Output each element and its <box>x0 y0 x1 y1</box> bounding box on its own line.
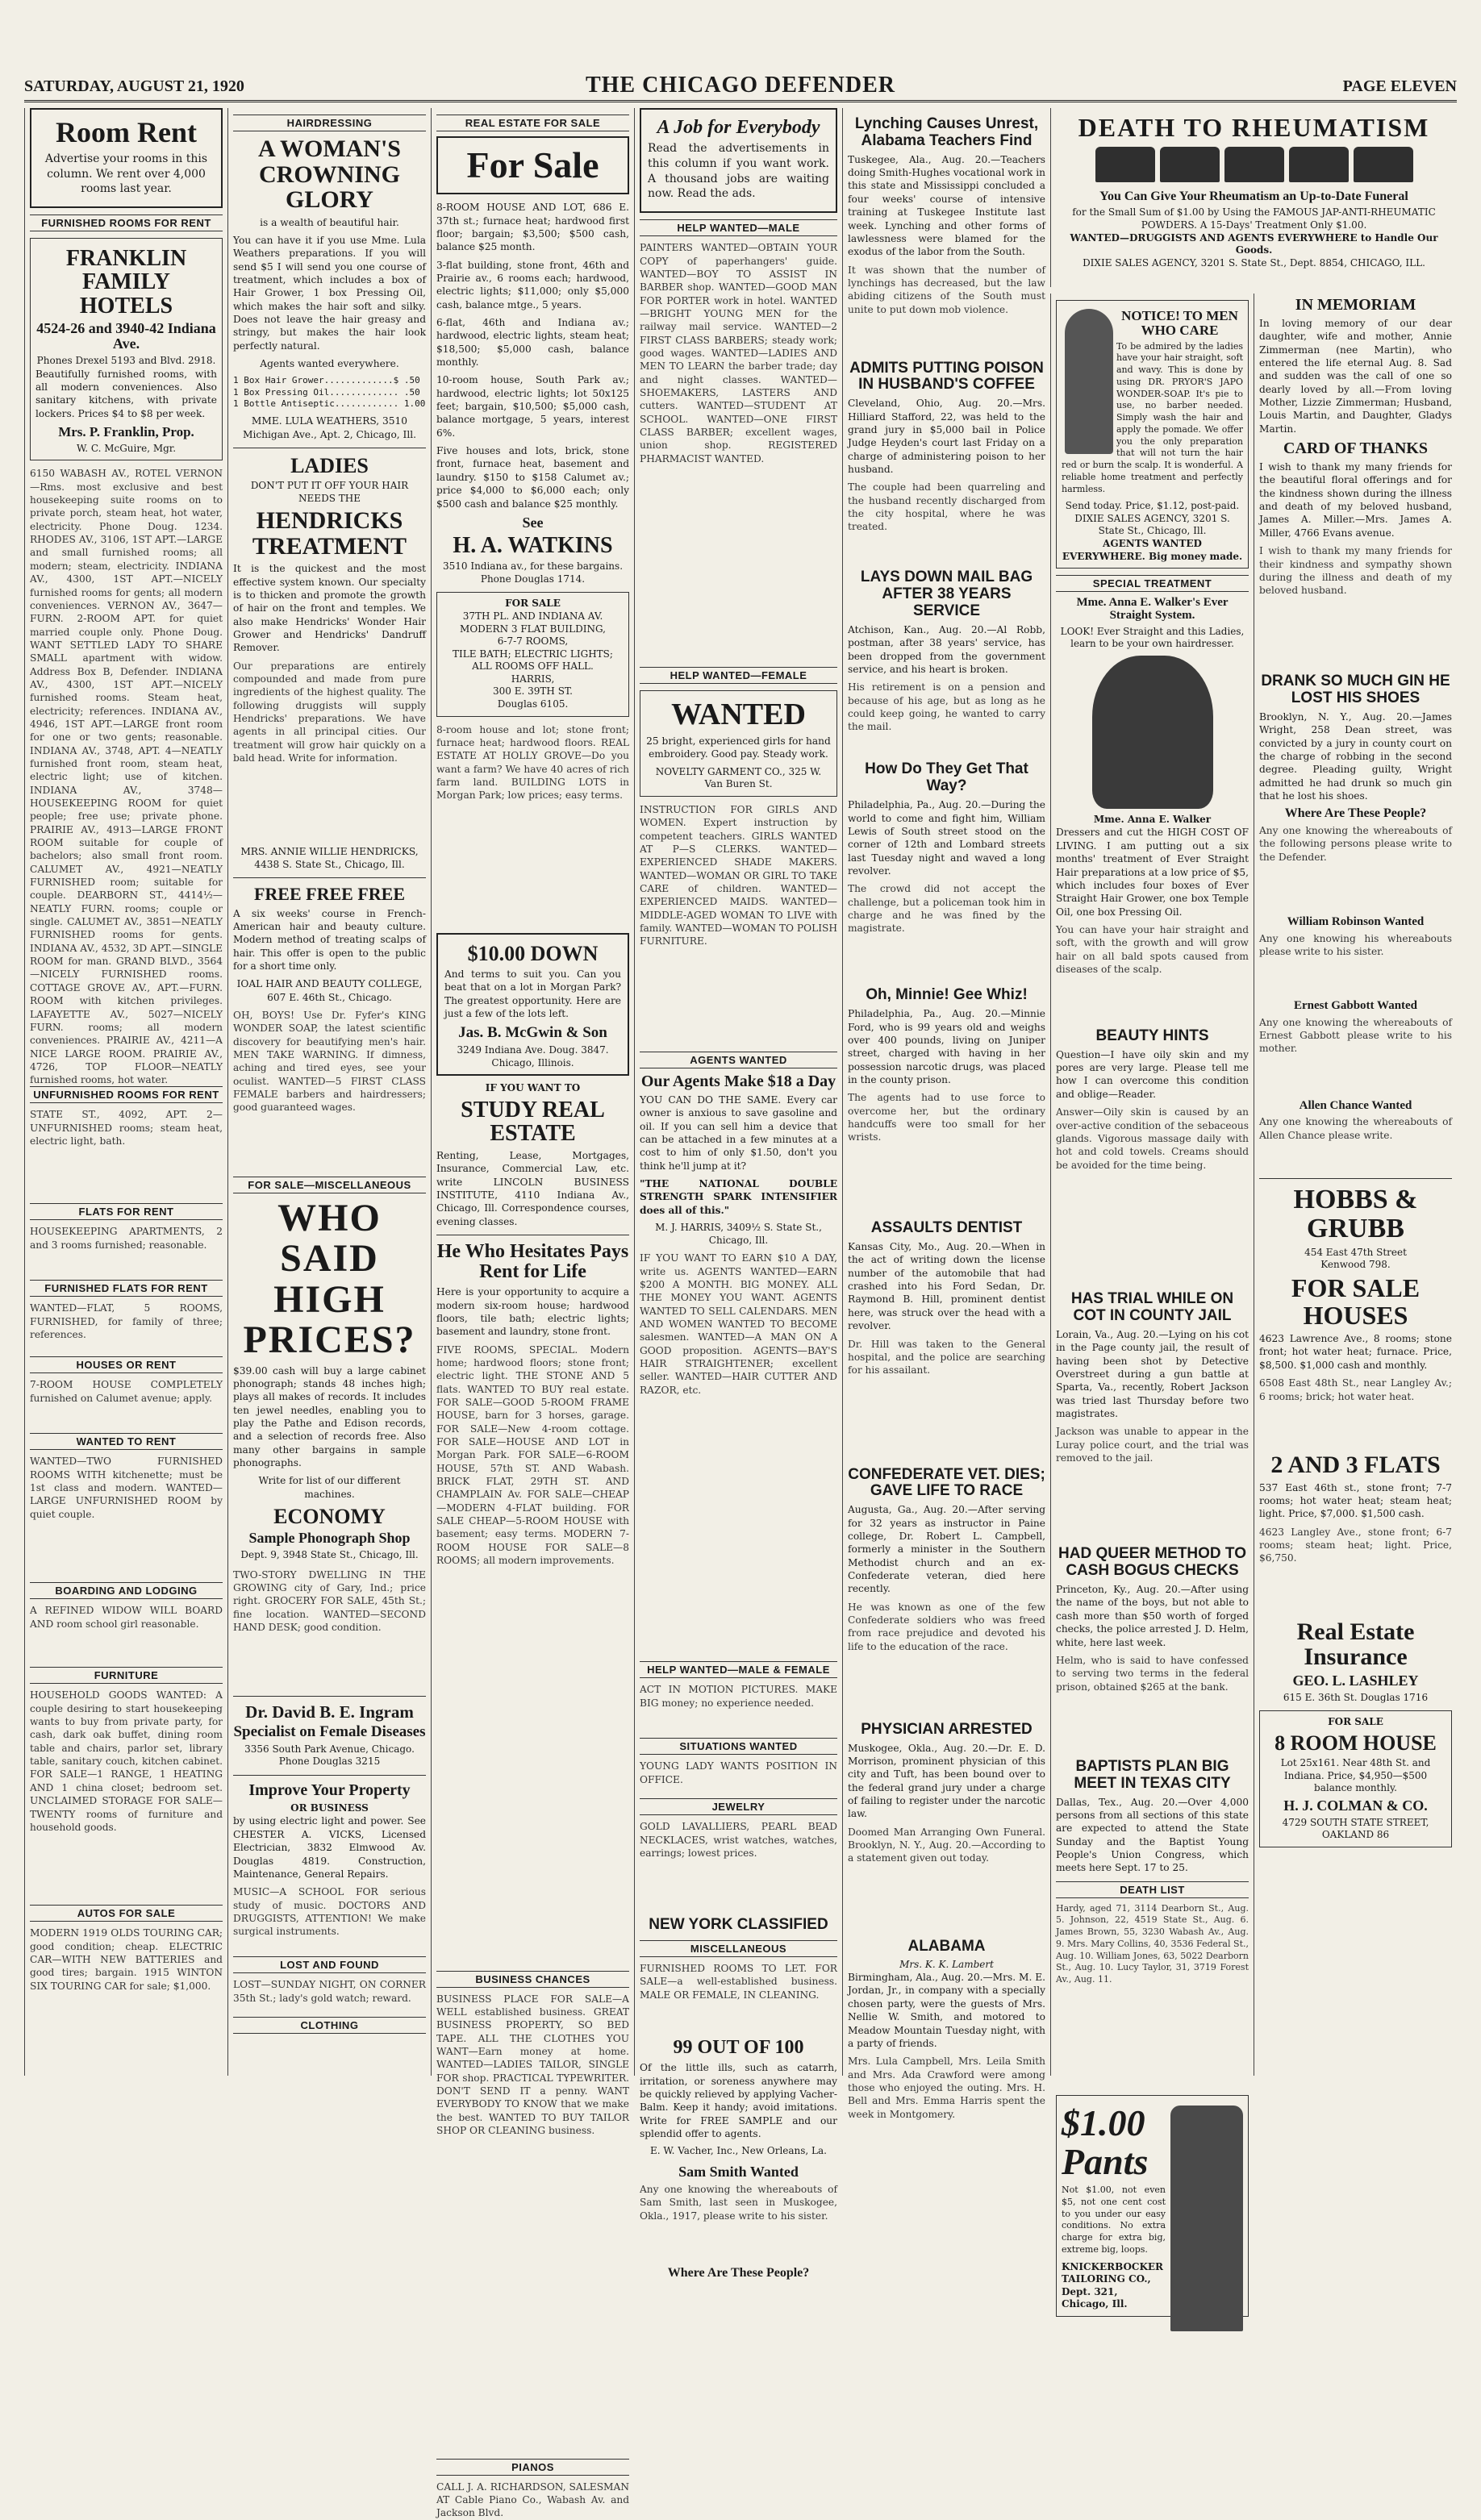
business-listings: BUSINESS PLACE FOR SALE—A WELL established business. GREAT BUSINESS PROPERTY, SO BED TAPE. ALL THE CLOTHES YOU WANT—Earn money at home. WANTED—LADIES TAILOR, SINGLE FOR shop. PRACTICAL TYPEWRITER. DON'T SEND IT a penny. WANT EVERYBODY TO KNOW that we make the best. WANTED TO BUY TAILOR SHOP OR CLEANING business. <box>436 1993 629 2137</box>
lashley-addr: 615 E. 36th St. Douglas 1716 <box>1283 1691 1429 1703</box>
out99-sign: E. W. Vacher, Inc., New Orleans, La. <box>649 2145 827 2157</box>
alabama-text: Birmingham, Ala., Aug. 20.—Mrs. M. E. Jordan, Jr., in company with a specially chosen party, were the guests of Mrs. Nellie W. Smith, and motored to Meadow Mountain Tuesday night, with a party of friends. <box>848 1972 1045 2049</box>
ingram-addr: 3356 South Park Avenue, Chicago. Phone Douglas 3215 <box>244 1743 415 1768</box>
hearse-icon <box>1354 147 1413 182</box>
boarding-listings: A REFINED WIDOW WILL BOARD AND room school girl reasonable. <box>30 1605 223 1630</box>
hobbs-name: HOBBS & GRUBB <box>1293 1185 1418 1244</box>
death-list-heading: DEATH LIST <box>1056 1881 1249 1898</box>
gabbott-heading: Ernest Gabbott Wanted <box>1293 998 1418 1012</box>
sam-title: Sam Smith Wanted <box>678 2163 799 2180</box>
fs-text-1: 8-ROOM HOUSE AND LOT, 686 E. 37th st.; furnace heat; hardwood first floor; bargain; $3,500; $500 cash, balance $25 month. <box>436 202 629 253</box>
furniture-heading: FURNITURE <box>30 1667 223 1684</box>
hendricks-signed: MRS. ANNIE WILLIE HENDRICKS, 4438 S. State St., Chicago, Ill. <box>240 845 419 871</box>
situations-listings: YOUNG LADY WANTS POSITION IN OFFICE. <box>640 1760 837 1785</box>
unfurnished-listings: STATE ST., 4092, APT. 2—UNFURNISHED rooms; steam heat, electric light, bath. <box>30 1109 223 1148</box>
jewelry-listings: GOLD LAVALLIERS, PEARL BEAD NECKLACES, wrist watches, watches, earrings; lowest prices. <box>640 1821 837 1859</box>
furnished-flats-heading: FURNISHED FLATS FOR RENT <box>30 1280 223 1297</box>
job-box <box>640 108 837 213</box>
how-text: Philadelphia, Pa., Aug. 20.—During the world to come and fight him, William Lewis of South street stood on the corner of 12th and Lombard streets last Tuesday night and waved a long revolver. <box>848 799 1045 877</box>
colman-name: H. J. COLMAN & CO. <box>1283 1797 1428 1814</box>
flats-heading: FLATS FOR RENT <box>30 1203 223 1220</box>
harris-ad <box>436 592 629 716</box>
classified-listings: 6150 WABASH AV., ROTEL VERNON—Rms. most exclusive and best housekeeping suite rooms on to private porch, steam heat, hot water, electricity. Phone Doug. 1234. RHODES AV., 3106, 1ST APT.—LARGE and small furnished rooms; all modern; steam, electricity. INDIANA AV., 4300, 1ST APT.—NICELY furnished rooms for gents; all modern conveniences. VERNON AV., 3647—FURN. 2-ROOM APT. for quiet married couple only. Phone Doug. WANT SETTLED LADY TO SHARE SMALL apartment with widow. Address Box B, Defender. INDIANA AV., 4300, 1ST APT.—NICELY furnished rooms. Steam heat, electricity; references. INDIANA AV., 4946, 1ST APT.—LARGE front room for one or two gents; reasonable. INDIANA AV., 3748, APT. 4—NEATLY furnished front room, steam heat, electric light; use of kitchen. INDIANA AV., 3748—HOUSEKEEPING ROOM for quiet people; free use; private phone. PRAIRIE AV., 4913—LARGE FRONT ROOM suitable for couple of bachelors; also small front room. CALUMET AV., 4921—NEATLY FURNISHED room; suitable for couple. DEARBORN ST., 4414½—NEATLY FURN. rooms; couple or single. CALUMET AV., 3851—NEATLY FURNISHED rooms for gents. INDIANA AV., 4532, 3D APT.—SINGLE ROOM for man. GRAND BLVD., 3564—NICELY FURNISHED rooms. COTTAGE GROVE AV., APT.—FURN. ROOM with kitchen privileges. LAFAYETTE AV., 5027—NICELY FURN. rooms; all modern conveniences. PRAIRIE AV., 4211—A NICE LARGE ROOM. PRAIRIE AV., 4726, TOP FLOOR—NEATLY furnished rooms, hot water. <box>30 468 223 1086</box>
who-text: $39.00 cash will buy a large cabinet phonograph; stands 48 inches high; plays all makes of records. It includes ten jewel needles, enabling you to play the Pathe and Edison records, and a selection of records free. Also many other bargains in sample phonographs. <box>233 1364 426 1468</box>
column-rooms <box>24 108 227 2076</box>
hearse-icon <box>1289 147 1349 182</box>
ny-listings: FURNISHED ROOMS TO LET. FOR SALE—a well-established business. MALE OR FEMALE, IN CLEANING. <box>640 1963 837 2001</box>
fs2-line-8: Douglas 6105. <box>497 698 569 710</box>
lashley-name: GEO. L. LASHLEY <box>1292 1672 1419 1689</box>
rheumatism-title: DEATH TO RHEUMATISM <box>1078 113 1430 142</box>
assaults-headline: ASSAULTS DENTIST <box>870 1219 1023 1237</box>
pants-text: Not $1.00, not even $5, not one cent cost to you under our easy conditions. No extra charge for extra big, extreme big, loops. <box>1062 2185 1166 2255</box>
study-text: Renting, Lease, Mortgages, Insurance, Commercial Law, etc. write LINCOLN BUSINESS INSTITUTE, 4110 Indiana Av., Chicago, Ill. Correspondence courses, evening classes. <box>436 1149 629 1227</box>
who-write: Write for list of our different machines. <box>258 1475 401 1500</box>
novelty-ad <box>640 690 837 797</box>
column-features <box>1050 294 1254 2310</box>
crowning-glory-sub: is a wealth of beautiful hair. <box>260 216 399 228</box>
where-title: Where Are These People? <box>667 2265 810 2280</box>
furniture-listings: HOUSEHOLD GOODS WANTED: A couple desiring to start housekeeping wants to buy from private party, for cash, dark oak buffet, dining room table and chairs, parlor set, library table, sanitary couch, kitchen cabinet. FOR SALE—1 RANGE, 1 HEATING AND 1 china closet; bedroom set. UNCLAIMED STORAGE FOR SALE—TWENTY rooms of furniture and household goods. <box>30 1689 223 1833</box>
agents-title: Our Agents Make $18 a Day <box>640 1072 836 1090</box>
physician-more: Doomed Man Arranging Own Funeral. Brooklyn, N. Y., Aug. 20.—According to a statement given out today. <box>848 1826 1045 1864</box>
assaults-text: Kansas City, Mo., Aug. 20.—When in the act of writing down the license number of the automobile that had crashed into his Ford Sedan, Dr. Raymond B. Hill, prominent dentist here, was struck over the head with a revolver. <box>848 1241 1045 1332</box>
fs2-line-7: 300 E. 39TH ST. <box>493 685 573 698</box>
column-help-wanted <box>634 108 842 2280</box>
column-hairdressing <box>227 108 431 2076</box>
study-title: STUDY REAL ESTATE <box>461 1098 605 1147</box>
hearse-icon <box>1095 147 1155 182</box>
job-title: A Job for Everybody <box>657 117 820 138</box>
franklin-ad <box>30 238 223 460</box>
agents-text: YOU CAN DO THE SAME. Every car owner is anxious to save gasoline and oil. If you can sell him a device that can be attached in a few minutes at a cost to him of only $1.50, don't you think he'll jump at it? <box>640 1093 837 1172</box>
if-want-label: IF YOU WANT TO <box>485 1082 581 1094</box>
ten-down-text: And terms to suit you. Can you beat that on a lot in Morgan Park? The greatest opportunity. Here are just a few of the lots left. <box>444 968 621 1019</box>
wanted-text: 25 bright, experienced girls for hand embroidery. Good pay. Steady work. <box>646 735 831 760</box>
hairdressing-heading: HAIRDRESSING <box>233 115 426 131</box>
baptists-headline: BAPTISTS PLAN BIG MEET IN TEXAS CITY <box>1074 1757 1231 1792</box>
fs2-line-6: HARRIS, <box>511 673 555 685</box>
jewelry-heading: JEWELRY <box>640 1798 837 1815</box>
furnished-rooms-heading: FURNISHED ROOMS FOR RENT <box>30 215 223 231</box>
real-estate-heading: REAL ESTATE FOR SALE <box>436 115 629 131</box>
walker-sub: LOOK! Ever Straight and this Ladies, learn to be your own hairdresser. <box>1060 625 1245 650</box>
walker-more: You can have your hair straight and soft, with the growth and will grow hair on all bald spots caused from diseases of the scalp. <box>1056 923 1249 975</box>
how-more: The crowd did not accept the challenge, but a policeman took him in charge and he was fined by the magistrate. <box>848 883 1045 935</box>
for-sale-title: For Sale <box>466 144 599 185</box>
walker-portrait-icon <box>1092 656 1213 809</box>
improve-title: Improve Your Property <box>248 1781 411 1799</box>
eight-text: Lot 25x161. Near 48th St. and Indiana. Price, $4,950—$500 balance monthly. <box>1280 1757 1431 1794</box>
man-illustration-icon <box>1065 309 1113 454</box>
notice-title: NOTICE! TO MEN WHO CARE <box>1121 308 1238 338</box>
mailbag-text: Atchison, Kan., Aug. 20.—Al Robb, postman, after 38 years' service, has been dropped from the government service, and his heart is broken. <box>848 624 1045 676</box>
free-text: A six weeks' course in French-American hair and beauty culture. Modern method of treating scalps of hair. This offer is open to the public for a short time only. <box>233 907 426 972</box>
help-male-listings: PAINTERS WANTED—OBTAIN YOUR COPY of paperhangers' guide. WANTED—BOY TO ASSIST IN BARBER shop. WANTED—GOOD MAN FOR PORTER work in hotel. WANTED—BRIGHT YOUNG MEN for the railway mail service. WANTED—2 FIRST CLASS BARBERS; steady work; good wages. WANTED—LADIES AND MEN TO LEARN the barber trade; day and night classes. WANTED—SHOEMAKERS, LASTERS AND cutters. WANTED—STUDENT AT SCHOOL. WANTED—ONE FIRST CLASS BARBER; excellent wages, union shop. REGISTERED PHARMACIST WANTED. <box>640 242 837 464</box>
hendricks-body: Our preparations are entirely compounded and made from pure ingredients of the highest quality. The following druggists will supply Hendricks' preparations. We have agents in all principal cities. Our treatment will grow hair quickly on a bald head. Write for information. <box>233 660 426 764</box>
agents-device: "THE NATIONAL DOUBLE STRENGTH SPARK INTENSIFIER does all of this." <box>640 1178 837 1216</box>
beauty-more: Answer—Oily skin is caused by an over-active condition of the sebaceous glands. Vigorous massage daily with hot and cold towels. Creams should be avoided for the time being. <box>1056 1106 1249 1171</box>
lost-listings: LOST—SUNDAY NIGHT, ON CORNER 35th St.; lady's gold watch; reward. <box>233 1979 426 2004</box>
price-2: 1 Box Pressing Oil............. .50 <box>233 386 420 398</box>
thanks-text: I wish to thank my many friends for the beautiful floral offerings and for the kindness shown during the illness and death of my beloved husband, James A. Miller.—Mrs. James A. Miller, 4766 Evans avenue. <box>1259 461 1452 539</box>
help-mf-listings: ACT IN MOTION PICTURES. MAKE BIG money; no experience needed. <box>640 1684 837 1709</box>
room-rent-title: Room Rent <box>56 116 197 148</box>
where-text: Any one knowing the whereabouts of the following persons please write to the Defender. <box>1259 825 1452 863</box>
hearse-illustration <box>1058 145 1450 187</box>
economy-addr: Dept. 9, 3948 State St., Chicago, Ill. <box>240 1549 419 1561</box>
fs2-line-4: TILE BATH; ELECTRIC LIGHTS; <box>453 648 613 660</box>
houses-listings: 7-ROOM HOUSE COMPLETELY furnished on Calumet avenue; apply. <box>30 1379 223 1404</box>
ingram-title: Dr. David B. E. Ingram <box>245 1702 414 1722</box>
ny-heading: NEW YORK CLASSIFIED <box>649 1916 828 1934</box>
cot-more: Jackson was unable to appear in the Luray police court, and the trial was removed to the jail. <box>1056 1426 1249 1464</box>
notice-co: DIXIE SALES AGENCY, 3201 S. State St., Chicago, Ill. <box>1074 512 1230 537</box>
wanted-rent-heading: WANTED TO RENT <box>30 1433 223 1450</box>
lynching-more: It was shown that the number of lynchings has decreased, but the law abiding citizens of the South must unite to put down mob violence. <box>848 264 1045 315</box>
ladies-heading: LADIES <box>290 453 369 477</box>
see-label: See <box>522 514 544 531</box>
watkins-addr: 3510 Indiana av., for these bargains. Phone Douglas 1714. <box>442 560 624 585</box>
unfurnished-heading: UNFURNISHED ROOMS FOR RENT <box>30 1086 223 1103</box>
help-male-heading: HELP WANTED—MALE <box>640 219 837 236</box>
out99-title: 99 OUT OF 100 <box>673 2037 804 2059</box>
watkins-name: H. A. WATKINS <box>453 532 613 558</box>
drank-text: Brooklyn, N. Y., Aug. 20.—James Wright, 258 Dean street, was convicted by a jury in county court on the charge of robbing in the second degree. Pleading guilty, Wright admitted he had drunk so much gin that he lost his shoes. <box>1259 710 1452 802</box>
fs2-line-2: MODERN 3 FLAT BUILDING, <box>460 623 606 635</box>
queer-more: Helm, who is said to have confessed to serving two terms in the federal prison, obtained $265 at the bank. <box>1056 1654 1249 1693</box>
memoriam-text: In loving memory of our dear daughter, wife and mother, Annie Zimmerman (nee Martin), who entered the life eternal Aug. 8. Sad and sudden was the call of one so dearly loved by all.—From loving Mother, Lizzie Zimmerman; Husband, Louis Martin, and Daughter, Gladys Martin. <box>1259 318 1452 435</box>
mcgwin-addr: 3249 Indiana Ave. Doug. 3847. Chicago, Illinois. <box>457 1044 609 1068</box>
houses-heading: HOUSES OR RENT <box>30 1356 223 1373</box>
chance-heading: Allen Chance Wanted <box>1299 1098 1412 1112</box>
poison-headline: ADMITS PUTTING POISON IN HUSBAND'S COFFEE <box>849 359 1044 394</box>
furnished-flats-listings: WANTED—FLAT, 5 ROOMS, FURNISHED, for family of three; references. <box>30 1302 223 1341</box>
crowning-signed: MME. LULA WEATHERS, 3510 Michigan Ave., Apt. 2, Chicago, Ill. <box>242 415 417 440</box>
colman-addr: 4729 SOUTH STATE STREET, OAKLAND 86 <box>1282 1816 1429 1841</box>
agents-listings: IF YOU WANT TO EARN $10 A DAY, write us. AGENTS WANTED—EARN $200 A MONTH. BIG MONEY. ALL THE MONEY YOU WANT. AGENTS WANTED TO SELL CALENDARS. MEN AND WOMEN WANTED TO BECOME salesmen. WANTED—A MAN ON A GOOD proposition. AGENTS—BAY'S HAIR STRAIGHTENER; excellent seller. WANTED—HAIR CUTTER AND RAZOR, etc. <box>640 1252 837 1396</box>
franklin-mgr: W. C. McGuire, Mgr. <box>76 442 177 454</box>
help-female-listings: INSTRUCTION FOR GIRLS AND WOMEN. Expert instruction by competent teachers. GIRLS WANTED AT P—S CLERKS. WANTED—EXPERIENCED SHADE MAKERS. WANTED—WOMAN OR GIRL TO TAKE CARE of children. WANTED—EXPERIENCED MAIDS. WANTED—MIDDLE-AGED WOMAN TO LIVE with family. WANTED—WOMAN TO POLISH FURNITURE. <box>640 803 837 948</box>
physician-text: Muskogee, Okla., Aug. 20.—Dr. E. D. Morrison, prominent physician of this city and Tuft, has been bound over to the federal grand jury under a charge of failing to register under the narcotic law. <box>848 1742 1045 1820</box>
walker-caption: Mme. Anna E. Walker <box>1093 813 1212 825</box>
memoriam-heading: IN MEMORIAM <box>1295 296 1416 314</box>
for-sale-box <box>436 136 629 194</box>
column-news <box>842 108 1050 2120</box>
ingram-sub: Specialist on Female Diseases <box>233 1722 426 1740</box>
rheumatism-sub: You Can Give Your Rheumatism an Up-to-Date Funeral <box>1099 189 1408 203</box>
misc-sale-ads: TWO-STORY DWELLING IN THE GROWING city of Gary, Ind.; price right. GROCERY FOR SALE, 45th St.; fine location. WANTED—SECOND HAND DESK; good condition. <box>233 1568 426 1634</box>
help-mf-heading: HELP WANTED—MALE & FEMALE <box>640 1661 837 1678</box>
autos-heading: AUTOS FOR SALE <box>30 1905 223 1922</box>
misc-hair-ads: OH, BOYS! Use Dr. Fyfer's KING WONDER SOAP, the latest scientific discovery for beautifying men's hair. MEN TAKE WARNING. If dimness, aching and tired eyes, see your oculist. WANTED—5 FIRST CLASS FEMALE barbers and hairdressers; good guaranteed wages. <box>233 1009 426 1114</box>
fs2-line-3: 6-7-7 ROOMS, <box>497 635 569 648</box>
newspaper-title: THE CHICAGO DEFENDER <box>585 73 896 98</box>
help-female-heading: HELP WANTED—FEMALE <box>640 667 837 684</box>
hesitates-title: He Who Hesitates Pays Rent for Life <box>436 1240 629 1283</box>
free-school: IOAL HAIR AND BEAUTY COLLEGE, 607 E. 46th St., Chicago. <box>236 978 423 1003</box>
drank-headline: DRANK SO MUCH GIN HE LOST HIS SHOES <box>1261 673 1450 707</box>
boarding-heading: BOARDING AND LODGING <box>30 1582 223 1599</box>
crowning-glory-text: You can have it if you use Mme. Lula Weathers preparations. If you will send $5 I will send you one course of treatment, which includes a box of Hair Grower, 1 box Pressing Oil, which makes the hair soft and silky. Does not leave the hair greasy and stringy, but makes the hair look perfectly natural. <box>233 234 426 352</box>
ten-down-box <box>436 933 629 1077</box>
mailbag-more: His retirement is on a pension and because of his age, but as long as he could keep going, he wanted to carry the mail. <box>848 681 1045 733</box>
alabama-more: Mrs. Lula Campbell, Mrs. Leila Smith and Mrs. Ada Crawford were among those who enjoyed the outing. Mrs. H. Bell and Mrs. Emma Harris spent the week in Montgomery. <box>848 2056 1045 2120</box>
flats-more: 4623 Langley Ave., stone front; 6-7 rooms; steam heat; light. Price, $6,750. <box>1259 1526 1452 1564</box>
improve-sub: OR BUSINESS <box>290 1801 369 1814</box>
notice-agents: AGENTS WANTED EVERYWHERE. Big money made. <box>1062 538 1243 562</box>
walker-text: Dressers and cut the HIGH COST OF LIVING. I am putting out a six months' treatment of Ever Straight Hair preparations at a low price of $5, which includes four boxes of Ever Straight Hair Grower, one box Temple Oil, one box Pressing Oil. <box>1056 827 1249 918</box>
pianos-heading: PIANOS <box>436 2459 629 2476</box>
confed-text: Augusta, Ga., Aug. 20.—After serving for 32 years as instructor in Paine college, Dr. Robert L. Campbell, formerly a minister in the Southern Methodist church and an ex-Confederate veteran, died here recently. <box>848 1504 1045 1595</box>
gee-more: The agents had to use force to overcome her, but the ordinary handcuffs were too small for her wrists. <box>848 1092 1045 1143</box>
queer-text: Princeton, Ky., Aug. 20.—After using the name of the boys, but not able to cash more than $50 worth of forged checks, the police arrested J. D. Helm, white, here last week. <box>1056 1584 1249 1648</box>
poison-text: Cleveland, Ohio, Aug. 20.—Mrs. Hilliard Stafford, 22, was held to the grand jury in $5,000 bail in Police Judge Heyden's court last Friday on a charge of administering poison to her husband. <box>848 398 1045 476</box>
price-1: 1 Box Hair Grower.............$ .50 <box>233 375 420 386</box>
fs-text-3: 6-flat, 46th and Indiana av.; hardwood, electric lights, steam heat; $18,500; $5,000 cash, balance monthly. <box>436 317 629 369</box>
cot-text: Lorain, Va., Aug. 20.—Lying on his cot in the Page county jail, the result of having been shot by Detective Overstreet during a gun battle at Sparta, Va., recently, Robert Jackson was tried last Thursday before two magistrates. <box>1056 1328 1249 1419</box>
issue-date: SATURDAY, AUGUST 21, 1920 <box>24 77 244 95</box>
hesitates-listings: FIVE ROOMS, SPECIAL. Modern home; hardwood floors; stone front; electric light. THE STONE AND 5 flats. WANTED TO BUY real estate. FOR SALE—GOOD 5-ROOM FRAME HOUSE, barn for 3 horses, garage. FOR SALE—New 4-room cottage. FOR SALE—HOUSE AND LOT in Morgan Park. FOR SALE—6-ROOM HOUSE, 57th ST. AND Wabash. BRICK FLAT, 29TH ST. AND CHAMPLAIN Av. FOR SALE—CHEAP—MODERN 4-FLAT building. FOR SALE CHEAP—5-ROOM HOUSE with basement; easy terms. MODERN 7-ROOM HOUSE FOR SALE—8 ROOMS; all modern improvements. <box>436 1343 629 1567</box>
gee-headline: Oh, Minnie! Gee Whiz! <box>866 986 1028 1004</box>
queer-headline: HAD QUEER METHOD TO CASH BOGUS CHECKS <box>1058 1545 1246 1580</box>
clothing-heading: CLOTHING <box>233 2017 426 2034</box>
flats-text: 537 East 46th st., stone front; 7-7 rooms; hot water heat; steam heat; light. Price, $7,000. $1,500 cash. <box>1259 1481 1452 1520</box>
physician-headline: PHYSICIAN ARRESTED <box>861 1720 1033 1738</box>
fs-text-2: 3-flat building, stone front, 46th and Prairie av., 6 rooms each; hardwood, electric lights; $11,000; only $5,000 cash, balance mtge., 5 years. <box>436 259 629 310</box>
confed-headline: CONFEDERATE VET. DIES; GAVE LIFE TO RACE <box>848 1465 1045 1500</box>
fs-text-4: 10-room house, South Park av.; hardwood, electric lights; lot 50x125 feet; bargain, $10,500; $5,000 cash, balance mortgage, 5 years, interest 6%. <box>436 374 629 439</box>
situations-heading: SITUATIONS WANTED <box>640 1738 837 1755</box>
hesitates-text: Here is your opportunity to acquire a modern six-room house; hardwood floors, tile bath; electric lights; basement and laundry, stone front. <box>436 1286 629 1338</box>
business-heading: BUSINESS CHANCES <box>436 1971 629 1988</box>
gee-text: Philadelphia, Pa., Aug. 20.—Minnie Ford, who is 99 years old and weighs over 400 pounds, living on Juniper street, charged with having in her possession narcotic drugs, was placed in the county prison. <box>848 1008 1045 1085</box>
pants-ad <box>1056 2095 1249 2317</box>
column-real-estate <box>431 108 634 2519</box>
fs2-line-5: ALL ROOMS OFF HALL. <box>472 660 594 673</box>
thanks-heading: CARD OF THANKS <box>1283 439 1428 458</box>
ny-misc-heading: MISCELLANEOUS <box>640 1940 837 1957</box>
autos-listings: MODERN 1919 OLDS TOURING CAR; good condition; cheap. ELECTRIC CAR—WITH NEW BATTERIES and good tires; bargain. 1915 WINTON SIX TOURING CAR for sale; $1,000. <box>30 1927 223 1992</box>
hobbs-addr: 454 East 47th Street <box>1304 1246 1407 1258</box>
economy-title: ECONOMY <box>273 1504 386 1528</box>
fs2-line-1: 37TH PL. AND INDIANA AV. <box>462 610 603 622</box>
rheumatism-text: for the Small Sum of $1.00 by Using the FAMOUS JAP-ANTI-RHEUMATIC POWDERS. A 15-Days' Treatment Only $1.00. <box>1072 206 1436 231</box>
improve-text: by using electric light and power. See CHESTER A. VICKS, Licensed Electrician, 3832 Elmwood Av. Douglas 4819. Construction, Maintenance, General Repairs. <box>233 1815 426 1880</box>
flats-title: 2 AND 3 FLATS <box>1270 1452 1441 1479</box>
fs-houses-more: 6508 East 48th St., near Langley Av.; 6 rooms; brick; hot water heat. <box>1259 1377 1452 1402</box>
eight-for-sale: FOR SALE <box>1328 1716 1383 1728</box>
franklin-name: FRANKLIN FAMILY HOTELS <box>65 246 187 319</box>
misc-heading: FOR SALE—MISCELLANEOUS <box>233 1177 426 1193</box>
eight-room-ad <box>1259 1710 1452 1847</box>
eight-title: 8 ROOM HOUSE <box>1274 1731 1437 1755</box>
wanted-listings: WANTED—TWO FURNISHED ROOMS WITH kitchenette; must be 1st class and modern. WANTED—LARGE UNFURNISHED ROOM by quiet couple. <box>30 1456 223 1520</box>
fs-houses-text: 4623 Lawrence Ave., 8 rooms; stone front; hot water heat; furnace. Price, $8,500. $1,000 cash and monthly. <box>1259 1333 1452 1371</box>
confed-more: He was known as one of the few Confederate soldiers who was freed from race prejudice and devoted his life to the education of the race. <box>848 1601 1045 1652</box>
robinson-heading: William Robinson Wanted <box>1287 915 1425 929</box>
beauty-headline: BEAUTY HINTS <box>1095 1027 1209 1044</box>
how-headline: How Do They Get That Way? <box>865 760 1028 795</box>
where-heading: Where Are These People? <box>1284 806 1427 821</box>
lost-heading: LOST AND FOUND <box>233 1956 426 1973</box>
franklin-desc: Beautifully furnished rooms, with all modern conveniences. Also sanitary kitchens, with private lockers. Prices $4 to $8 per week. <box>35 368 217 419</box>
rheumatism-co: DIXIE SALES AGENCY, 3201 S. State St., Dept. 8854, CHICAGO, ILL. <box>1083 256 1425 269</box>
out99-text: Of the little ills, such as catarrh, irritation, or soreness anywhere may be quickly relieved by applying Vacher-Balm. Keep it handy; avoid imitations. Write for FREE SAMPLE and our splendid offer to agents. <box>640 2062 837 2140</box>
notice-text: To be admired by the ladies have your hair straight, soft and wavy. This is done by using DR. PRYOR'S JAPO WONDER-SOAP. It's pie to use, no barber needed. Simply wash the hair and apply the pomade. We offer you the only preparation that will not turn the hair red or burn the scalp. It is wonderful. A reliable home treatment and perfectly harmless. <box>1062 340 1243 494</box>
rheumatism-ad <box>1050 108 1457 287</box>
agents-heading: AGENTS WANTED <box>640 1052 837 1068</box>
walker-title: Mme. Anna E. Walker's Ever Straight System. <box>1076 596 1229 622</box>
poison-more: The couple had been quarreling and the husband recently discharged from the city hospital, where he was treated. <box>848 481 1045 533</box>
fs2-title: FOR SALE <box>505 598 561 610</box>
fs-text-5: Five houses and lots, brick, stone front, furnace heat, basement and laundry. $150 to $158 Calumet av.; price $4,000 to $6,000 each; only $500 cash and balance $25 monthly. <box>436 445 629 510</box>
flats-listings: HOUSEKEEPING APARTMENTS, 2 and 3 rooms furnished; reasonable. <box>30 1226 223 1251</box>
masthead <box>24 73 1457 102</box>
robinson-text: Any one knowing his whereabouts please write to his sister. <box>1259 932 1452 958</box>
crowning-agents: Agents wanted everywhere. <box>260 357 399 369</box>
franklin-address: 4524-26 and 3940-42 Indiana Ave. <box>36 320 216 352</box>
lynching-text: Tuskegee, Ala., Aug. 20.—Teachers doing Smith-Hughes vocational work in this state and Mississippi concluded a four weeks' course of intensive training at Tuskegee Institute last week. Lynching and other forms of lawlessness were blamed for the exodus of the labor from the South. <box>848 153 1045 258</box>
hendricks-text: It is the quickest and the most effective system known. Our specialty is to thicken and promote the growth of hair on the front and temples. We also make Hendricks' Wonder Hair Grower and Hendricks' Dandruff Remover. <box>233 563 426 654</box>
alabama-sub: Mrs. K. K. Lambert <box>899 1958 994 1970</box>
who-said-title: WHO SAID HIGH PRICES? <box>243 1196 416 1362</box>
notice-men-ad <box>1056 300 1249 569</box>
hearse-icon <box>1224 147 1284 182</box>
gabbott-text: Any one knowing the whereabouts of Ernest Gabbott please write to his mother. <box>1259 1016 1452 1055</box>
fs-houses-title: FOR SALE HOUSES <box>1291 1272 1421 1330</box>
mailbag-headline: LAYS DOWN MAIL BAG AFTER 38 YEARS SERVICE <box>860 569 1033 620</box>
ten-down-title: $10.00 DOWN <box>467 941 599 965</box>
wanted-title: WANTED <box>671 698 806 732</box>
chance-text: Any one knowing the whereabouts of Allen Chance please write. <box>1259 1116 1452 1141</box>
pianos-listings: CALL J. A. RICHARDSON, SALESMAN AT Cable Piano Co., Wabash Av. and Jackson Blvd. <box>436 2480 629 2519</box>
rheumatism-wanted: WANTED—DRUGGISTS AND AGENTS EVERYWHERE to Handle Our Goods. <box>1070 231 1438 256</box>
lynching-headline: Lynching Causes Unrest, Alabama Teachers Find <box>854 115 1039 149</box>
franklin-phones: Phones Drexel 5193 and Blvd. 2918. <box>36 355 216 366</box>
room-rent-text: Advertise your rooms in this column. We rent over 4,000 rooms last year. <box>44 152 208 196</box>
column-notices <box>1254 294 1457 2076</box>
job-text: Read the advertisements in this column if you want work. A thousand jobs are waiting now. Read the ads. <box>648 142 829 201</box>
novelty-name: NOVELTY GARMENT CO., 325 W. Van Buren St. <box>655 765 822 790</box>
crowning-glory-title: A WOMAN'S CROWNING GLORY <box>258 135 401 213</box>
franklin-prop: Mrs. P. Franklin, Prop. <box>58 423 194 439</box>
real-estate-listings: 8-room house and lot; stone front; furnace heat; hardwood floors. REAL ESTATE AT HOLLY GROVE—Do you want a farm? We have 40 acres of rich farm land. BUILDING LOTS in Morgan Park; low prices; easy terms. <box>436 723 629 802</box>
free-heading: FREE FREE FREE <box>253 884 406 905</box>
school-ads: MUSIC—A SCHOOL FOR serious study of music. DOCTORS AND DRUGGISTS, ATTENTION! We make surgical instruments. <box>233 1886 426 1938</box>
death-list: Hardy, aged 71, 3114 Dearborn St., Aug. 5. Johnson, 22, 4519 State St., Aug. 6. James Brown, 55, 3230 Wabash Av., Aug. 9. Mrs. Mary Collins, 40, 3536 Federal St., Aug. 10. William Jones, 63, 5022 Dearborn St., Aug. 10. Lucy Taylor, 31, 3719 Forest Av., Aug. 11. <box>1056 1902 1249 1985</box>
special-heading: SPECIAL TREATMENT <box>1056 575 1249 592</box>
assaults-more: Dr. Hill was taken to the General hospital, and the police are searching for his assailant. <box>848 1338 1045 1377</box>
hendricks-title: HENDRICKS TREATMENT <box>252 507 407 560</box>
notice-price: Send today. Price, $1.12, post-paid. <box>1065 500 1240 512</box>
insurance-title: Real Estate Insurance <box>1296 1618 1415 1671</box>
pants-illustration-icon <box>1170 2106 1243 2331</box>
ladies-sub: DON'T PUT IT OFF YOUR HAIR NEEDS THE <box>250 480 409 504</box>
agents-sign: M. J. HARRIS, 3409½ S. State St., Chicago, Ill. <box>655 1222 822 1246</box>
hobbs-phone: Kenwood 798. <box>1320 1259 1391 1271</box>
room-rent-box <box>30 108 223 208</box>
cot-headline: HAS TRIAL WHILE ON COT IN COUNTY JAIL <box>1070 1290 1234 1325</box>
sam-text: Any one knowing the whereabouts of Sam Smith, last seen in Muskogee, Okla., 1917, please write to his sister. <box>640 2183 837 2222</box>
thanks-more: I wish to thank my many friends for their kindness and sympathy shown during the illness and death of my beloved husband. <box>1259 545 1452 597</box>
economy-sub: Sample Phonograph Shop <box>248 1530 411 1547</box>
mcgwin-name: Jas. B. McGwin & Son <box>458 1024 607 1042</box>
baptists-text: Dallas, Tex., Aug. 20.—Over 4,000 persons from all sections of this state are expected to attend the State Sunday and the Baptist Young People's Union Congress, which meets here Sept. 17 to 25. <box>1056 1796 1249 1874</box>
alabama-headline: ALABAMA <box>907 1937 986 1955</box>
price-3: 1 Bottle Antiseptic............ 1.00 <box>233 398 426 409</box>
pants-co: KNICKERBOCKER TAILORING CO., Dept. 321, Chicago, Ill. <box>1062 2260 1164 2310</box>
beauty-text: Question—I have oily skin and my pores are very large. Please tell me how I can overcome this condition and oblige—Reader. <box>1056 1048 1249 1100</box>
page-number: PAGE ELEVEN <box>1342 77 1457 95</box>
hearse-icon <box>1160 147 1220 182</box>
pants-title: $1.00 Pants <box>1062 2101 1149 2182</box>
